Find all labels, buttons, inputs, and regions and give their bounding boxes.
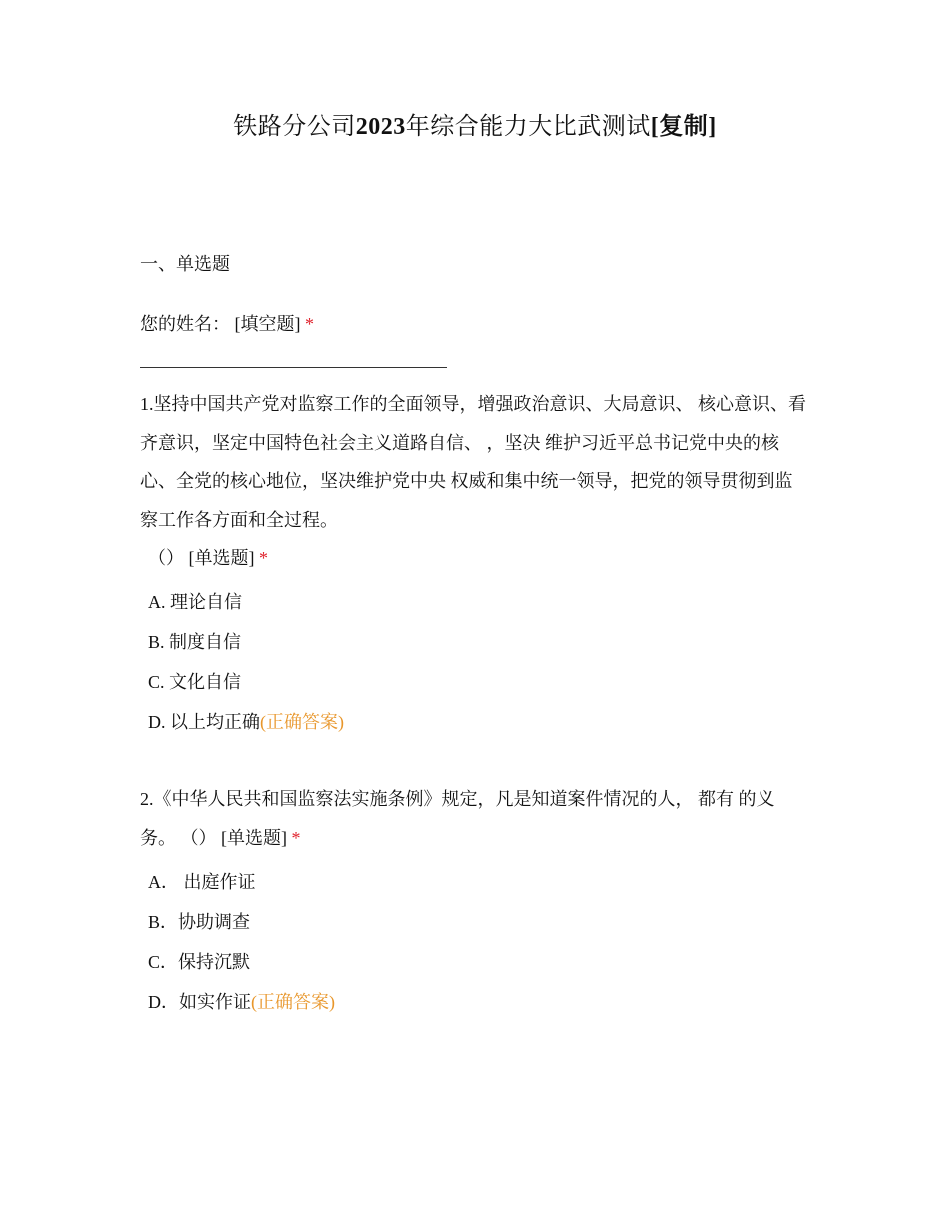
question-1 [140,385,810,577]
option-b[interactable] [148,628,241,656]
question-type-tag: [单选题] [221,827,287,848]
option-text: 出庭作证 [183,872,256,892]
option-letter: D． [148,992,179,1012]
correct-answer-note: (正确答案) [251,992,335,1012]
option-text: 如实作证 [179,992,251,1012]
option-a[interactable] [148,588,242,616]
required-mark: * [305,314,314,334]
option-b[interactable] [148,908,250,936]
question-number: 1. [140,394,154,414]
name-type-tag: [填空题] [234,314,301,334]
question-2 [140,780,810,857]
option-letter: B. [148,632,165,652]
answer-blank: （） [148,548,184,568]
option-text: 理论自信 [170,592,242,612]
title-year: 2023 [355,114,406,140]
required-mark: * [291,827,301,848]
option-text: 文化自信 [169,672,242,692]
option-letter: A. [148,592,166,612]
option-text: 制度自信 [169,632,242,652]
title-middle: 年综合能力大比武测试 [405,114,651,140]
option-c[interactable] [148,668,241,696]
option-letter: C． [148,952,179,972]
option-text: 以上均正确 [170,712,260,732]
page-title [0,110,950,144]
title-prefix: 铁路分公司 [233,114,356,140]
title-suffix: [复制] [650,114,717,140]
question-meta [140,539,810,577]
answer-blank: （） [180,827,217,848]
question-type-tag: [单选题] [188,548,255,568]
section-heading: 一、单选题 [140,254,230,274]
name-label: 您的姓名： [140,314,230,334]
question-number: 2. [140,789,154,809]
required-mark: * [259,548,268,568]
question-text: 《中华人民共和国监察法实施条例》规定，凡是知道案件情况的人， 都有 的义务。 [140,789,775,848]
option-c[interactable] [148,948,250,976]
name-fill-blank[interactable] [140,367,447,368]
name-question [140,310,314,338]
option-letter: C. [148,672,165,692]
correct-answer-note: (正确答案) [260,712,344,732]
option-letter: A． [148,872,179,892]
option-text: 保持沉默 [178,952,251,972]
question-text: 坚持中国共产党对监察工作的全面领导，增强政治意识、大局意识、 核心意识、看齐意识，坚定中国特色社会主义道路自信、 ，坚决 维护习近平总书记党中央的核心、全党的核心地位，坚决维护党中央 权威和集中统一领导，把党的领导贯彻到监察工作各方面和全过程。 [140,394,806,530]
option-d[interactable] [148,708,344,736]
option-letter: B． [148,912,179,932]
option-letter: D. [148,712,166,732]
option-a[interactable] [148,868,256,896]
option-d[interactable] [148,988,335,1016]
option-text: 协助调查 [178,912,251,932]
